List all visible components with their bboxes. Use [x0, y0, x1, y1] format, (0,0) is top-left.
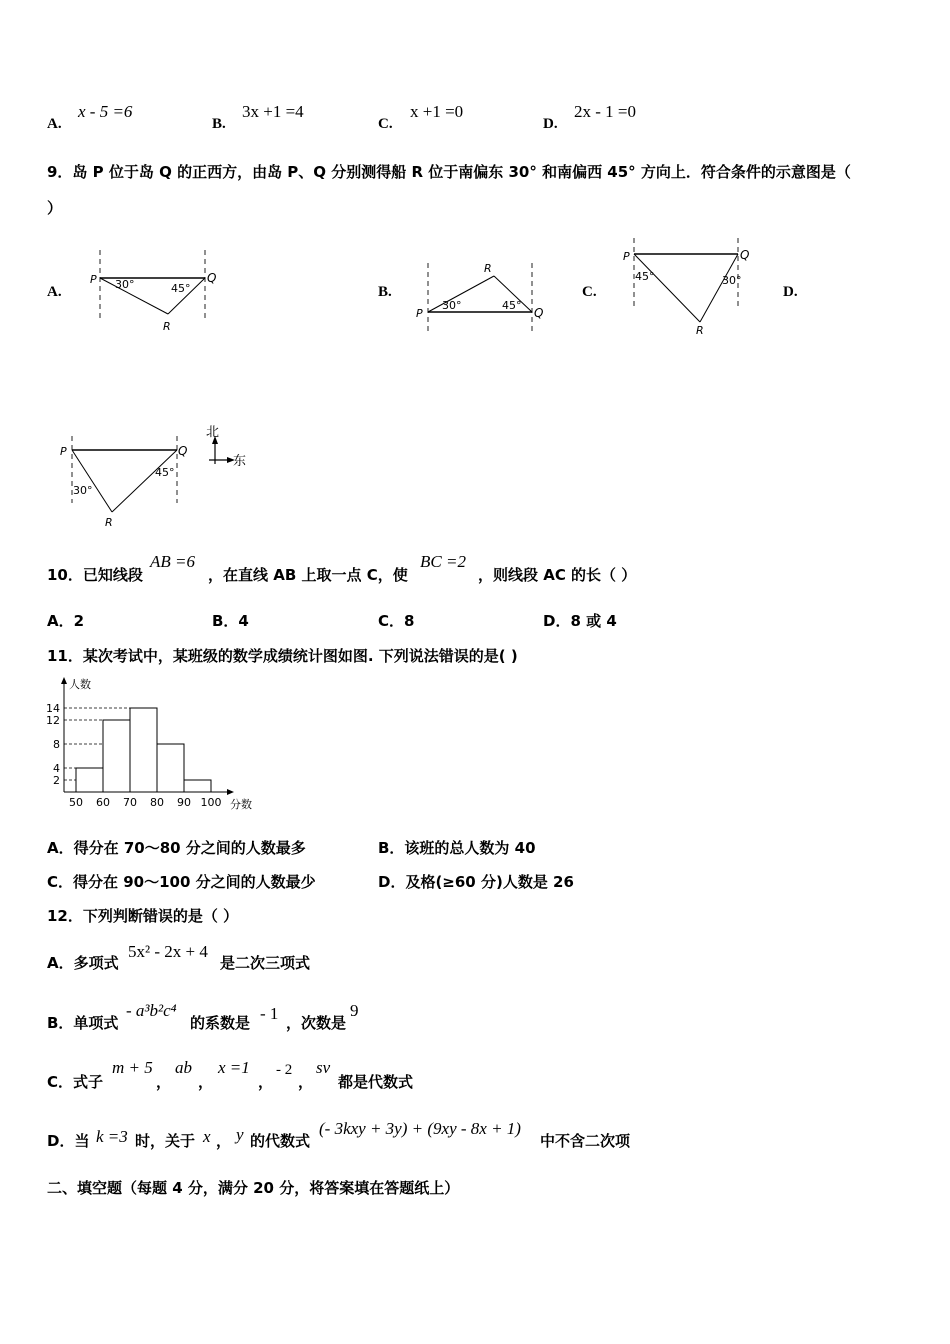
q12-b-coef: - 1: [260, 1004, 279, 1023]
q11-option-d: D．及格(≥60 分)人数是 26: [378, 873, 574, 891]
histogram-bars: [76, 708, 211, 792]
fig-a-angle-30: 30°: [115, 278, 135, 291]
y-tick-label: 4: [53, 762, 60, 775]
fig-d-q-label: Q: [178, 444, 188, 458]
q8-option-d-label: D.: [543, 116, 558, 132]
q12-b-mid2: ，次数是: [286, 1014, 347, 1032]
q11-stem: 11．某次考试中，某班级的数学成绩统计图如图. 下列说法错误的是( ): [47, 647, 518, 665]
q10-stem-middle: ，在直线 AB 上取一点 C，使: [208, 566, 408, 584]
q10-option-c: C．8: [378, 612, 415, 630]
q12-c-sep2: ，: [198, 1073, 214, 1091]
q8-option-a-label: A.: [47, 116, 62, 132]
q12-d-expr: (- 3kxy + 3y) + (9xy - 8x + 1): [319, 1119, 521, 1138]
fig-a-q-label: Q: [207, 271, 217, 285]
x-axis-label: 分数: [230, 798, 252, 811]
section-2-title: 二、填空题（每题 4 分，满分 20 分，将答案填在答题纸上）: [47, 1179, 460, 1197]
histogram-bar: [130, 708, 157, 792]
q12-d-suffix: 中不含二次项: [540, 1132, 631, 1150]
q9-option-b-label: B.: [378, 284, 392, 300]
fig-b-r-label: R: [484, 262, 492, 275]
fig-b-angle-45: 45°: [502, 299, 522, 312]
q9-option-a-label: A.: [47, 284, 62, 300]
histogram-bar: [157, 744, 184, 792]
q12-b-expr: - a³b²c⁴: [126, 1001, 177, 1020]
q9-figure-c: [618, 236, 758, 341]
x-tick-label: 90: [177, 796, 191, 809]
q12-d-sep: ，: [216, 1132, 232, 1150]
q9-figure-d: [55, 418, 255, 533]
q8-option-c-expr: x +1 =0: [410, 102, 464, 121]
histogram-bar: [184, 780, 211, 792]
fig-d-p-label: P: [60, 445, 67, 458]
q12-c-expr5: sv: [316, 1058, 331, 1077]
fig-d-angle-30: 30°: [73, 484, 93, 497]
q12-d-y: y: [236, 1125, 244, 1144]
q12-b-mid: 的系数是: [190, 1014, 251, 1032]
q8-option-a-expr: x - 5 =6: [78, 102, 133, 121]
fig-c-p-label: P: [623, 250, 630, 263]
q12-c-prefix: C．式子: [47, 1073, 104, 1091]
q12-d-x: x: [203, 1127, 211, 1146]
fig-d-r-label: R: [105, 516, 113, 529]
q12-stem: 12．下列判断错误的是（ ）: [47, 907, 239, 925]
x-tick-label: 80: [150, 796, 164, 809]
q12-c-expr3: x =1: [218, 1058, 250, 1077]
y-tick-label: 14: [46, 702, 60, 715]
fig-b-angle-30: 30°: [442, 299, 462, 312]
q12-d-mid: 时，关于: [135, 1132, 196, 1150]
q11-histogram: [40, 672, 270, 817]
q10-bc-expr: BC =2: [420, 552, 466, 571]
histogram-bar: [76, 768, 103, 792]
q10-option-a: A．2: [47, 612, 85, 630]
x-tick-label: 70: [123, 796, 137, 809]
y-tick-label: 12: [46, 714, 60, 727]
fig-b-q-label: Q: [534, 306, 544, 320]
fig-a-angle-45: 45°: [171, 282, 191, 295]
q12-c-sep1: ，: [156, 1073, 172, 1091]
q12-b-prefix: B．单项式: [47, 1014, 119, 1032]
q12-c-expr1: m + 5: [112, 1058, 153, 1077]
q11-option-b: B．该班的总人数为 40: [378, 839, 536, 857]
q9-option-d-label: D.: [783, 284, 798, 300]
compass-east-label: 东: [233, 454, 247, 469]
fig-c-q-label: Q: [740, 248, 750, 262]
q10-stem-prefix: 10．已知线段: [47, 566, 143, 584]
x-tick-label: 60: [96, 796, 110, 809]
q12-a-suffix: 是二次三项式: [220, 954, 311, 972]
q9-figure-b: [412, 258, 552, 343]
q10-stem-suffix: ，则线段 AC 的长（ ）: [478, 566, 637, 584]
y-axis-label: 人数: [69, 678, 91, 691]
x-tick-labels: [69, 796, 222, 809]
q9-stem-line1: 9．岛 P 位于岛 Q 的正西方，由岛 P、Q 分别测得船 R 位于南偏东 30° 和南偏西 45° 方向上．符合条件的示意图是（: [47, 163, 851, 181]
fig-a-p-label: P: [90, 273, 97, 286]
q12-d-mid2: 的代数式: [250, 1132, 311, 1150]
fig-b-p-label: P: [416, 307, 423, 320]
y-tick-label: 2: [53, 774, 60, 787]
q12-d-k: k =3: [96, 1127, 128, 1146]
q12-c-suffix: 都是代数式: [338, 1073, 414, 1091]
y-tick-label: 8: [53, 738, 60, 751]
q10-ab-expr: AB =6: [150, 552, 195, 571]
y-tick-labels: [46, 702, 60, 787]
x-axis-arrow: [227, 789, 234, 795]
q12-d-prefix: D．当: [47, 1132, 90, 1150]
q9-stem-line2: ）: [47, 199, 63, 217]
histogram-bar: [103, 720, 130, 792]
q9-option-c-label: C.: [582, 284, 597, 300]
q12-c-sep4: ，: [298, 1073, 314, 1091]
q11-option-a: A．得分在 70～80 分之间的人数最多: [47, 839, 306, 857]
q12-c-expr4: - 2: [276, 1062, 293, 1078]
y-axis-arrow: [61, 677, 67, 684]
fig-c-angle-45: 45°: [635, 270, 655, 283]
q12-a-prefix: A．多项式: [47, 954, 119, 972]
q9-figure-a: [85, 248, 225, 338]
fig-a-r-label: R: [163, 320, 171, 333]
q12-c-expr2: ab: [175, 1058, 192, 1077]
q8-option-b-expr: 3x +1 =4: [242, 102, 304, 121]
fig-c-r-label: R: [696, 324, 704, 337]
q8-option-c-label: C.: [378, 116, 393, 132]
x-tick-label: 100: [200, 796, 222, 809]
q12-c-sep3: ，: [258, 1073, 274, 1091]
q10-option-d: D．8 或 4: [543, 612, 617, 630]
fig-c-angle-30: 30°: [722, 274, 742, 287]
x-tick-label: 50: [69, 796, 83, 809]
q11-option-c: C．得分在 90～100 分之间的人数最少: [47, 873, 316, 891]
q8-option-b-label: B.: [212, 116, 226, 132]
fig-d-angle-45: 45°: [155, 466, 175, 479]
q12-b-degree: 9: [350, 1001, 359, 1020]
compass-north-label: 北: [206, 425, 220, 440]
q12-a-expr: 5x² - 2x + 4: [128, 942, 208, 961]
q10-option-b: B．4: [212, 612, 249, 630]
q8-option-d-expr: 2x - 1 =0: [574, 102, 636, 121]
